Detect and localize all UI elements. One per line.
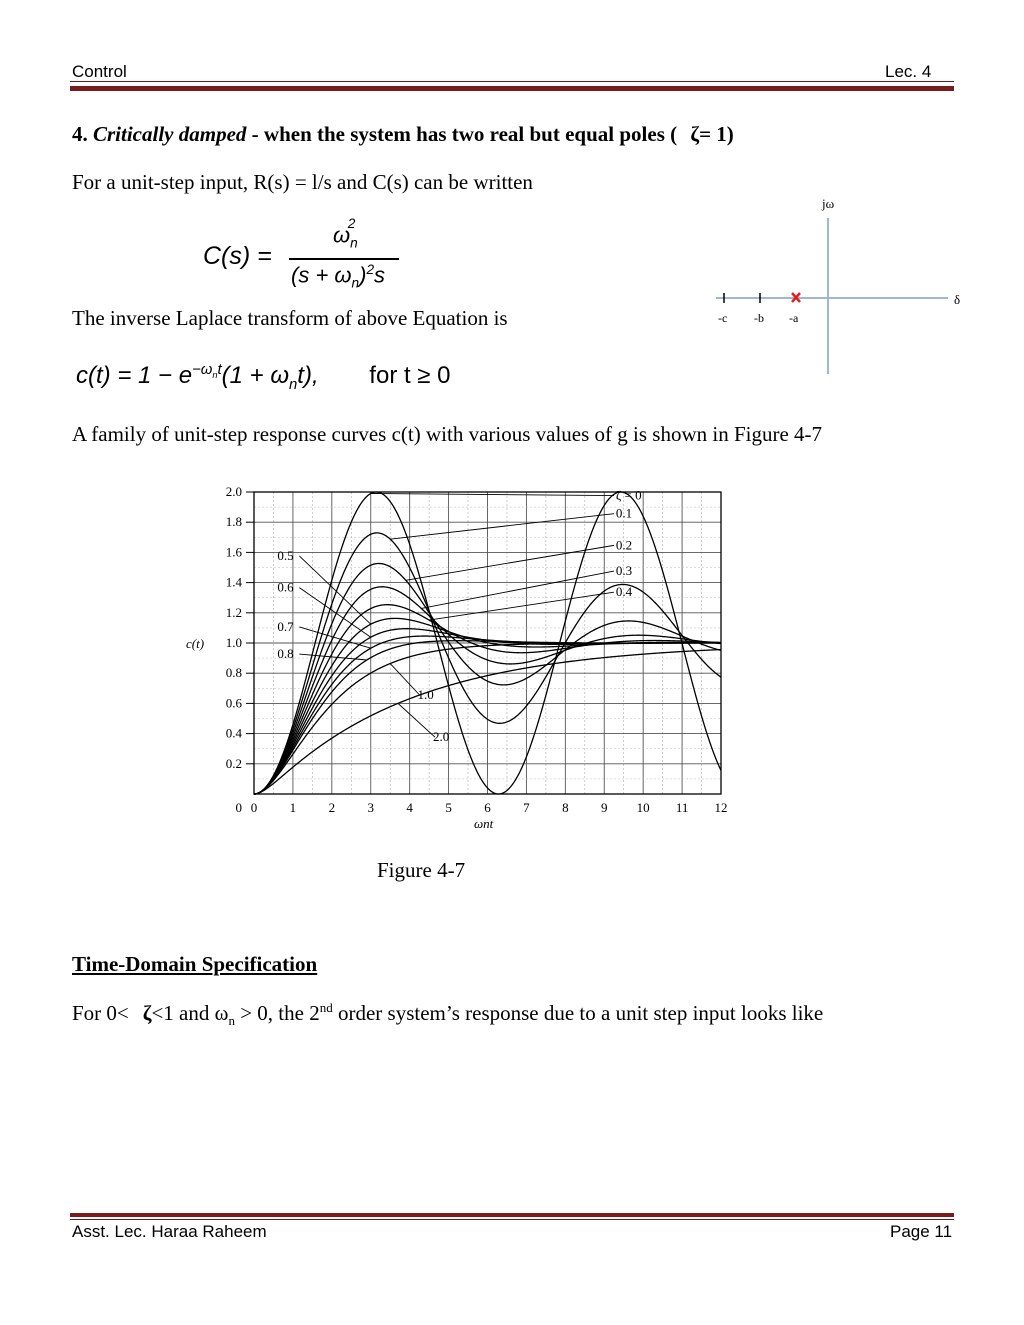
x-tick-label: 12 (714, 800, 728, 815)
series-label: 0.8 (277, 646, 294, 662)
series-label: 1.0 (417, 686, 434, 702)
equation-ct: $c(t) = 1 - e^{-\omega_nt}(1 + \omega_nt)$, for t ≥ 0 (76, 362, 451, 393)
label-leader (398, 703, 435, 737)
jw-label: jω (822, 196, 835, 211)
paragraph-inverse-laplace: The inverse Laplace transform of above Equation is (72, 306, 508, 330)
paragraph-unit-step: For a unit-step input, R(s) = l/s and C(s) can be written (72, 170, 533, 194)
y-tick-label: 0.2 (225, 755, 242, 771)
step-response-chart (170, 478, 750, 838)
x-tick-label: 0 (250, 800, 258, 815)
label-leader (371, 494, 614, 496)
series-label: 0.3 (615, 563, 633, 579)
series-label: 0.5 (277, 547, 294, 563)
y-tick-label: 0.6 (225, 695, 242, 711)
eq1-numerator: $\omega_n^2$ (333, 216, 358, 251)
y-tick-label: 1.4 (225, 574, 242, 590)
series-label: 0.1 (615, 505, 633, 521)
origin-tick-label: 0 (235, 800, 242, 815)
tick-label-b: -b (754, 311, 764, 325)
tick-label-a: -a (789, 311, 799, 325)
series-label: 0.7 (277, 618, 294, 634)
tick-label-c: -c (718, 311, 728, 325)
paragraph-time-domain: For 0< ζ<1 and $\omega_n > 0$, the 2nd order system’s response due to a unit step input looks like (72, 1000, 824, 1029)
section-title-italic: Critically damped (93, 122, 247, 146)
zeta-rest: = 1) (699, 122, 734, 146)
eq1-denominator: $(s + \omega_n)^2s$ (291, 262, 386, 291)
y-tick-label: 1.6 (225, 544, 242, 560)
y-tick-label: 0.8 (225, 665, 242, 681)
footer-left: Asst. Lec. Haraa Raheem (72, 1222, 267, 1241)
header-right: Lec. 4 (885, 62, 932, 81)
series-label: 0.6 (277, 579, 294, 595)
eq2-condition: for t ≥ 0 (369, 362, 451, 389)
x-tick-label: 5 (445, 800, 452, 815)
series-label: 0.2 (615, 537, 633, 553)
x-tick-label: 2 (328, 800, 336, 815)
label-leader (390, 664, 419, 695)
y-tick-label: 0.4 (225, 725, 242, 741)
x-tick-label: 6 (484, 800, 491, 815)
x-tick-label: 8 (562, 800, 569, 815)
series-label: 2.0 (433, 729, 450, 745)
header-rule-thick (70, 86, 954, 91)
label-leader (429, 592, 614, 620)
footer-rule-thin (70, 1219, 954, 1220)
section-title-rest: - when the system has two real but equal poles ( (251, 122, 678, 146)
y-tick-label: 1.2 (225, 604, 242, 620)
figure-caption: Figure 4-7 (377, 858, 466, 882)
x-tick-label: 3 (367, 800, 374, 815)
header-left: Control (72, 62, 127, 81)
y-axis-label: c(t) (186, 636, 205, 651)
series-label: 0.4 (615, 584, 633, 600)
paragraph-family-curves: A family of unit-step response curves c(t) with various values of g is shown in Figure 4-7 (72, 422, 823, 446)
label-leader (406, 545, 614, 580)
y-tick-label: 2.0 (225, 484, 242, 499)
x-tick-label: 1 (289, 800, 297, 815)
y-tick-label: 1.8 (225, 514, 242, 530)
footer-rule-thick (70, 1213, 954, 1217)
x-tick-label: 7 (523, 800, 530, 815)
eq1-fraction-bar (289, 258, 399, 260)
x-axis-label: ωnt (474, 816, 494, 831)
sigma-label: δ (954, 292, 961, 307)
zeta-symbol: ζ (690, 122, 700, 146)
chart-ticks (226, 484, 728, 815)
x-tick-label: 4 (406, 800, 413, 815)
section-number: 4. (72, 122, 88, 146)
label-leader (299, 556, 370, 624)
s-plane-diagram (712, 192, 972, 382)
equation-cs (203, 216, 423, 296)
section-heading (72, 122, 734, 147)
y-tick-label: 1.0 (225, 635, 242, 650)
x-tick-label: 9 (601, 800, 608, 815)
x-tick-label: 11 (675, 800, 689, 815)
section-time-domain-title: Time-Domain Specification (72, 952, 318, 976)
footer-right: Page 11 (890, 1222, 953, 1241)
series-label: ζ = 0 (615, 487, 642, 503)
eq1-lhs: C(s) = (203, 242, 272, 270)
x-tick-label: 10 (636, 800, 650, 815)
header-rule-thin (70, 81, 954, 82)
label-leader (390, 514, 614, 539)
